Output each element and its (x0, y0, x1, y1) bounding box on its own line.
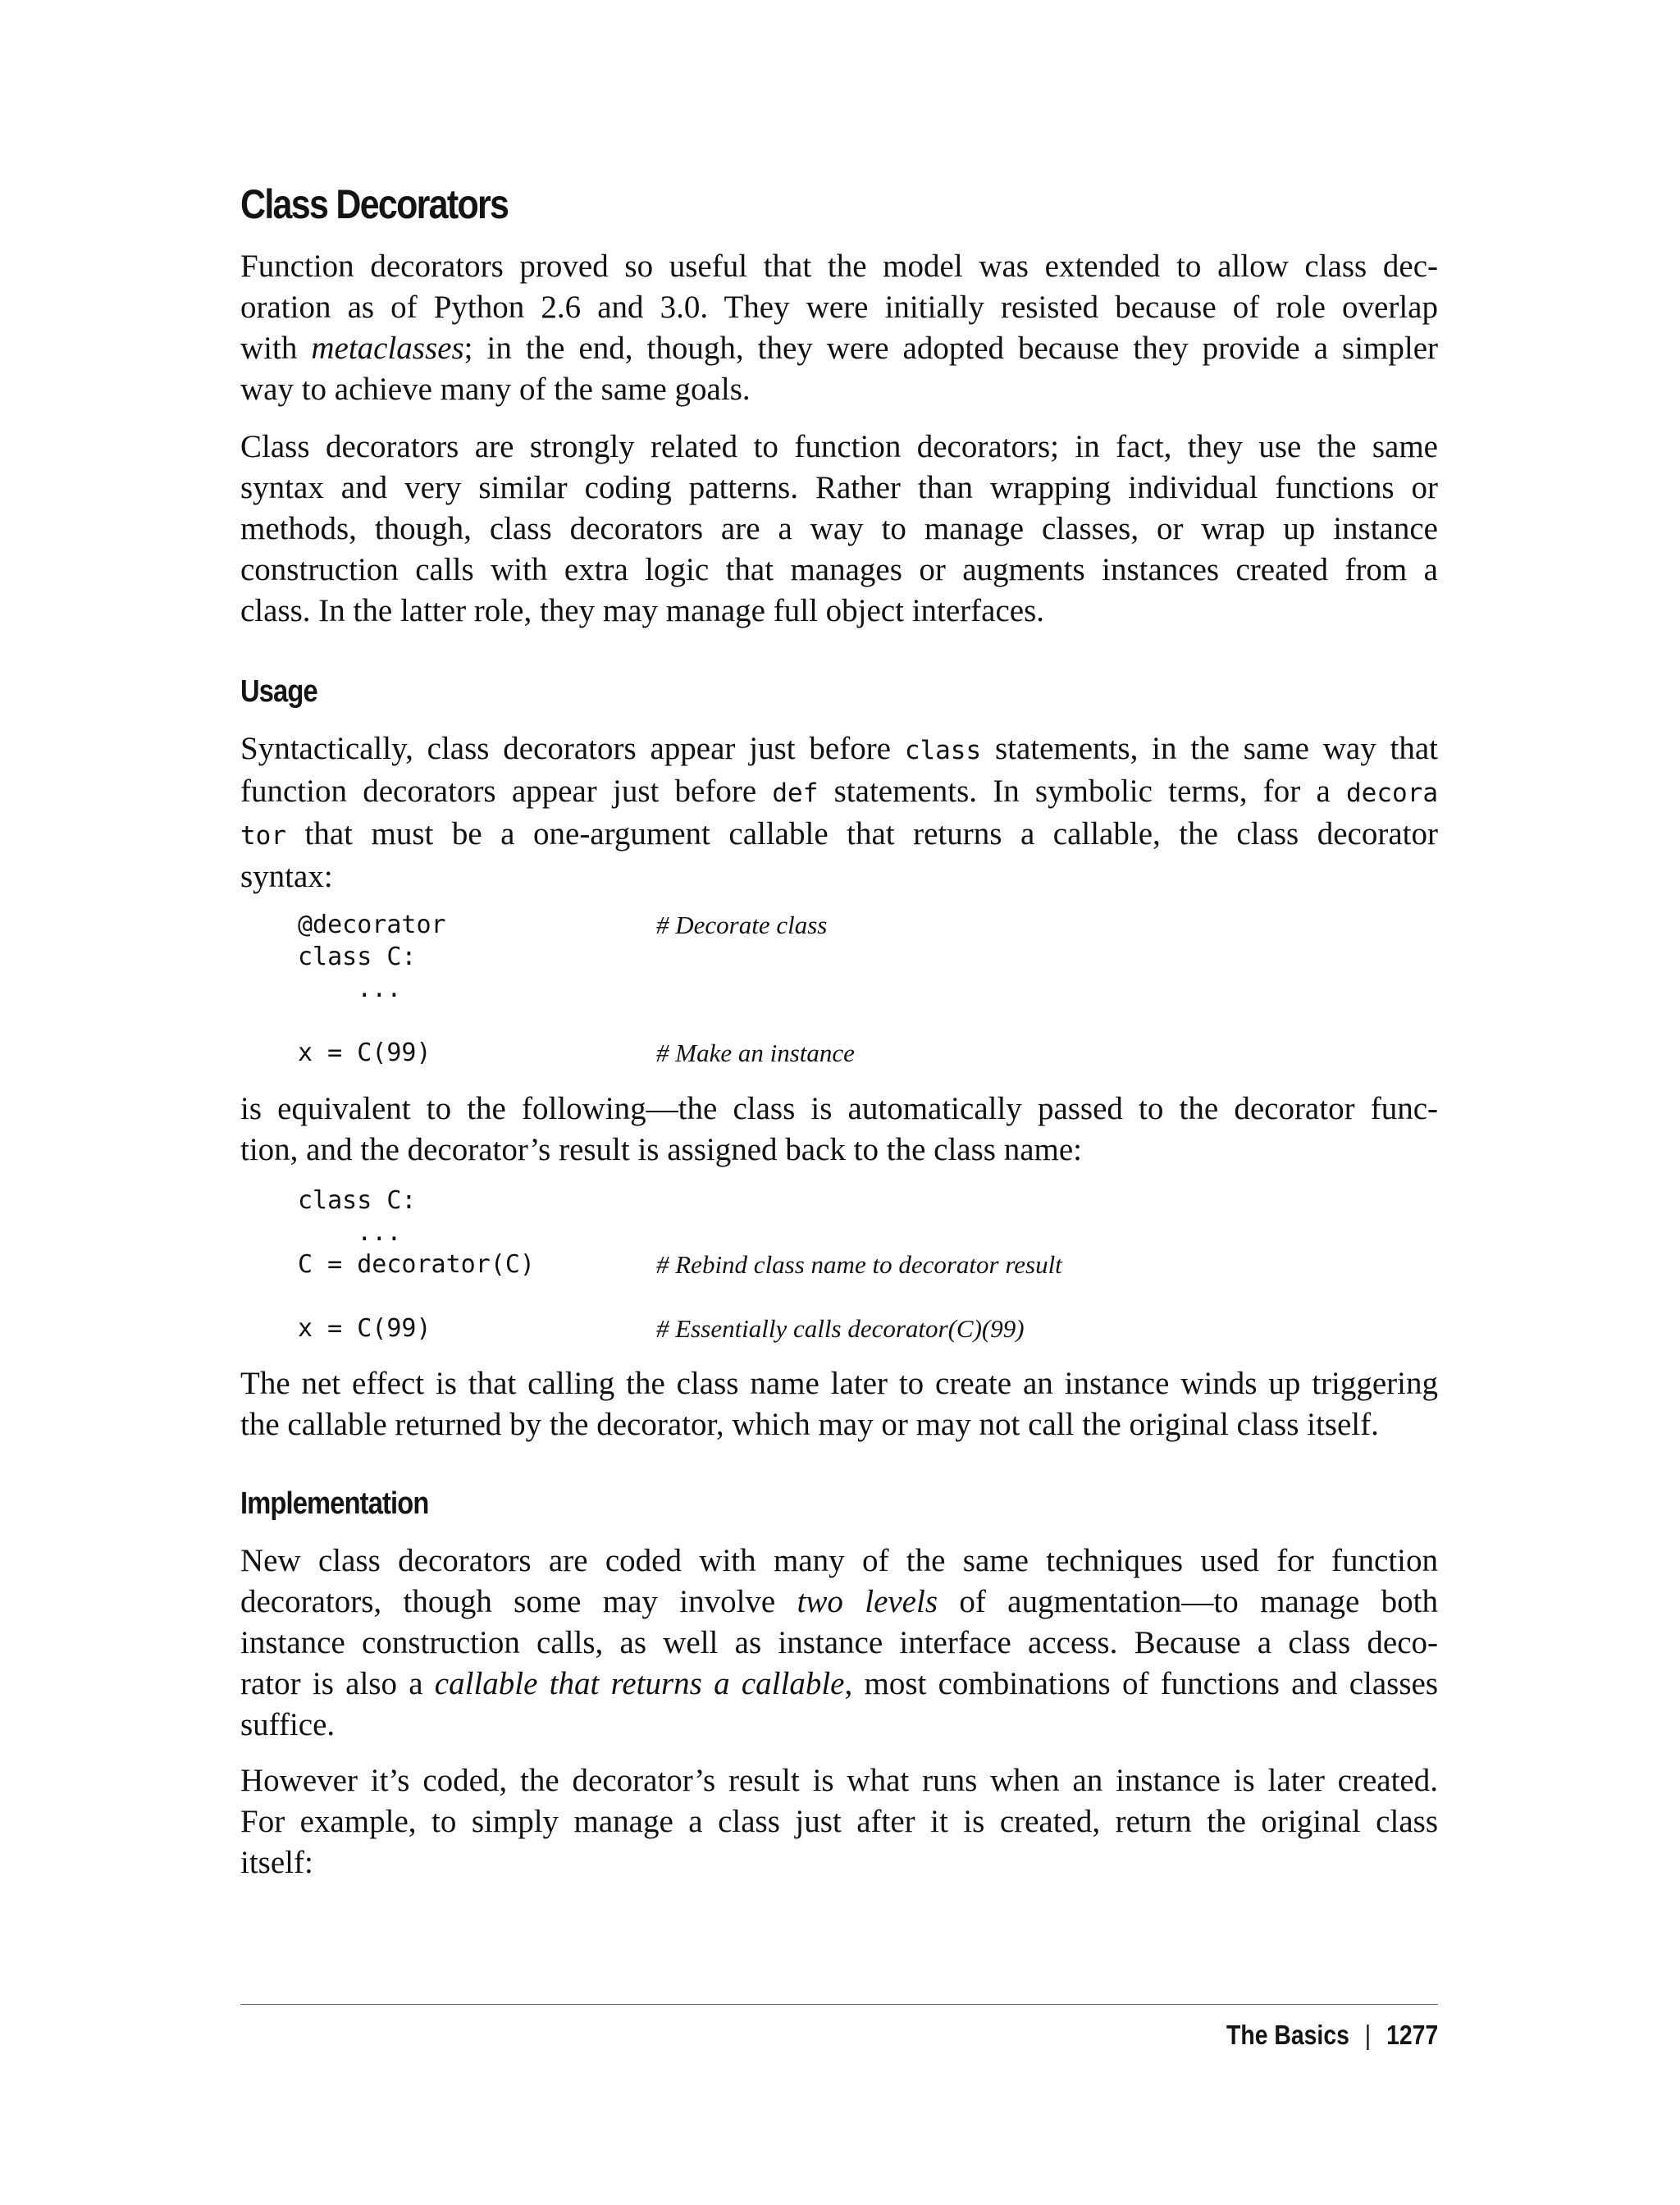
inline-code: class (904, 736, 982, 765)
text-line: instance construction calls, as well as instance interface access. Because a class deco- (240, 1625, 1438, 1660)
code-text: class C: (298, 1186, 417, 1215)
implementation-heading: Implementation (240, 1486, 429, 1521)
code-line (298, 909, 1364, 941)
text-line: syntax and very similar coding patterns. Rather than wrapping individual functions or (240, 470, 1438, 505)
code-text: C = decorator(C) (298, 1250, 535, 1279)
code-line (298, 1281, 1364, 1312)
intro-paragraph-1 (240, 246, 1438, 410)
text-line: New class decorators are coded with many of the same techniques used for function (240, 1543, 1438, 1578)
text-line: methods, though, class decorators are a way to manage classes, or wrap up instance (240, 511, 1438, 546)
code-line (298, 941, 1364, 973)
text-line: The net effect is that calling the class name later to create an instance winds up triggering (240, 1366, 1438, 1401)
text-line: Syntactically, class decorators appear just before class statements, in the same way that (240, 731, 1438, 766)
emphasis: callable that returns a callable (434, 1666, 845, 1701)
code-block-equivalent (298, 1185, 1364, 1344)
page-footer (1226, 2020, 1438, 2051)
text-line: decorators, though some may involve two levels of augmentation—to manage both (240, 1584, 1438, 1619)
code-text: ... (298, 1218, 402, 1247)
code-line (298, 1217, 1364, 1249)
text-line: oration as of Python 2.6 and 3.0. They were initially resisted because of role overlap (240, 290, 1438, 325)
text-line: tor that must be a one-argument callable that returns a callable, the class decorator (240, 816, 1438, 851)
footer-separator: | (1364, 2020, 1371, 2050)
code-line (298, 1037, 1364, 1069)
text-line: itself: (240, 1845, 313, 1880)
emphasis: metaclasses (311, 331, 464, 366)
code-line (298, 1249, 1364, 1281)
text-line: Function decorators proved so useful that the model was extended to allow class dec- (240, 249, 1438, 284)
code-line (298, 1312, 1364, 1344)
text-line: function decorators appear just before def statements. In symbolic terms, for a decora (240, 774, 1438, 809)
text-line: rator is also a callable that returns a callable, most combinations of functions and classes (240, 1666, 1439, 1701)
text-line: syntax: (240, 859, 333, 894)
page-number: 1277 (1386, 2020, 1438, 2050)
implementation-paragraph-1 (240, 1541, 1438, 1746)
inline-code: tor (240, 821, 286, 851)
text-line: For example, to simply manage a class just after it is created, return the original class (240, 1804, 1438, 1839)
code-line (298, 973, 1364, 1005)
usage-paragraph-1 (240, 728, 1438, 897)
emphasis: two levels (797, 1584, 938, 1619)
code-line (298, 1005, 1364, 1037)
usage-heading: Usage (240, 674, 317, 709)
intro-paragraph-2 (240, 427, 1438, 632)
code-comment: # Rebind class name to decorator result (656, 1250, 1062, 1279)
text-line: Class decorators are strongly related to function decorators; in fact, they use the same (240, 429, 1438, 464)
text-line: construction calls with extra logic that manages or augments instances created from a (240, 552, 1438, 587)
code-text: x = C(99) (298, 1039, 431, 1067)
text-line: tion, and the decorator’s result is assigned back to the class name: (240, 1132, 1082, 1167)
page (240, 0, 1438, 2205)
implementation-paragraph-2 (240, 1760, 1438, 1883)
code-block-decorator-syntax (298, 909, 1364, 1069)
text-line: class. In the latter role, they may manage full object interfaces. (240, 593, 1045, 628)
code-comment: # Essentially calls decorator(C)(99) (656, 1314, 1025, 1343)
usage-paragraph-2 (240, 1089, 1438, 1171)
footer-rule (240, 2004, 1438, 2005)
footer-section-title: The Basics (1226, 2020, 1349, 2050)
text-line: suffice. (240, 1707, 336, 1742)
inline-code: def (772, 778, 819, 808)
code-comment: # Make an instance (656, 1039, 855, 1067)
text-line: way to achieve many of the same goals. (240, 372, 751, 407)
code-comment: # Decorate class (656, 911, 828, 939)
text-line: with metaclasses; in the end, though, they were adopted because they provide a simpler (240, 331, 1438, 366)
usage-paragraph-3 (240, 1363, 1438, 1445)
code-text: @decorator (298, 911, 446, 939)
page-title: Class Decorators (240, 181, 509, 227)
text-line: the callable returned by the decorator, which may or may not call the original class itself. (240, 1407, 1379, 1442)
text-line: is equivalent to the following—the class is automatically passed to the decorator func- (240, 1091, 1438, 1126)
inline-code: decora (1346, 778, 1438, 808)
code-text: ... (298, 975, 402, 1003)
text-line: However it’s coded, the decorator’s result is what runs when an instance is later created. (240, 1763, 1438, 1798)
code-line (298, 1185, 1364, 1217)
code-text: x = C(99) (298, 1314, 431, 1343)
code-text: class C: (298, 943, 417, 971)
